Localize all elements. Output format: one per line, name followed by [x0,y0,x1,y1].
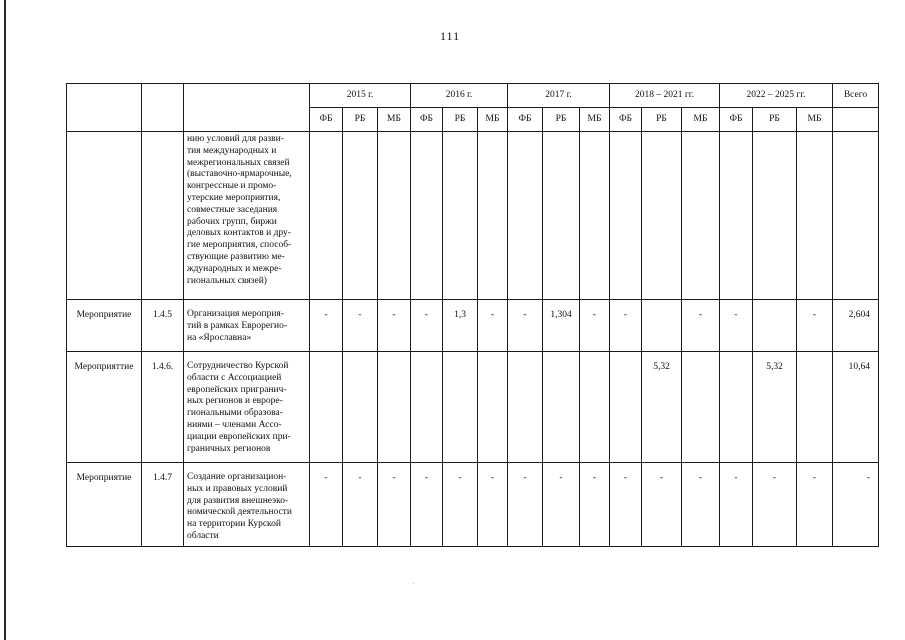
row-value [580,352,610,463]
header-period: 2017 г. [508,84,610,108]
row-value: 1,3 [443,300,478,352]
row-value [610,132,642,300]
budget-table-body [67,84,879,547]
row-description [184,132,310,300]
row-value: - [682,463,720,547]
row-description-line: граничных регионов [187,443,271,454]
row-description [184,463,310,547]
row-value [411,352,443,463]
row-description-line: Создание организацион- [187,472,287,482]
row-value [642,300,682,352]
row-value: - [343,463,378,547]
row-value: 5,32 [642,352,682,463]
row-value [343,352,378,463]
row-kind: Мероприятие [67,463,142,547]
row-value: 1,304 [543,300,580,352]
row-value: - [720,300,753,352]
header-fund: ФБ [610,108,642,132]
row-value [378,352,411,463]
row-value: - [411,300,443,352]
row-value: - [310,463,343,547]
row-value [543,132,580,300]
row-description-line: деловых контактов и дру- [187,228,291,239]
row-value [310,132,343,300]
row-value: - [580,463,610,547]
table-row [67,463,879,547]
row-value: - [580,300,610,352]
row-description-line: гие мероприятия, способ- [187,240,292,251]
row-value [682,352,720,463]
header-row-periods [67,84,879,108]
row-description-line: совместные заседания [187,204,278,215]
budget-table [66,83,879,547]
row-value [610,352,642,463]
row-description-line: европейских пригранич- [187,384,287,395]
row-value: - [797,300,833,352]
row-description-line: на «Ярославна» [187,332,252,343]
row-value: - [443,463,478,547]
row-kind [67,132,142,300]
row-value: - [343,300,378,352]
row-description-line: ниями – членами Ассо- [187,419,282,430]
header-period: 2018 – 2021 гг. [610,84,720,108]
row-value [343,132,378,300]
row-value: - [682,300,720,352]
header-fund: ФБ [411,108,443,132]
row-value: - [753,463,797,547]
header-period: 2022 – 2025 гг. [720,84,833,108]
row-description-line: гиональными образова- [187,408,283,419]
row-description-line: номической деятельности [187,507,292,518]
row-description-line: на территории Курской [187,519,282,530]
row-value [443,132,478,300]
page-number: 111 [440,29,461,43]
row-code: 1.4.5 [142,300,184,352]
row-description-line: рабочих групп, биржи [187,216,277,227]
header-fund: ФБ [720,108,753,132]
row-description-line: конгрессные и промо- [187,181,277,192]
header-total-blank [833,108,879,132]
row-value: - [797,463,833,547]
row-description-line: ных регионов и евроре- [187,396,283,407]
row-value [543,352,580,463]
row-value [682,132,720,300]
row-value [443,352,478,463]
row-description-line: Сотрудничество Курской [187,361,289,371]
row-description-line: нию условий для разви- [187,134,284,144]
row-value [478,352,508,463]
header-cell-description [184,84,310,132]
row-kind: Мероприятие [67,300,142,352]
row-description-line: ждународных и межре- [187,263,282,274]
row-description-line: (выставочно-ярмарочные, [187,169,292,180]
row-description-line: межрегиональных связей [187,157,290,168]
header-fund: МБ [797,108,833,132]
row-total: - [833,463,879,547]
row-value [642,132,682,300]
row-value [580,132,610,300]
row-value [720,352,753,463]
row-description-line: Организация мероприя- [187,309,284,319]
row-value: - [411,463,443,547]
row-value [797,132,833,300]
header-fund: РБ [343,108,378,132]
row-total: 10,64 [833,352,879,463]
row-value: - [378,300,411,352]
header-fund: МБ [378,108,411,132]
row-description-line: ствующие развитию ме- [187,251,285,262]
row-value: - [310,300,343,352]
row-description-line: ных и правовых условий [187,483,288,494]
header-cell-kind [67,84,142,132]
row-value [797,352,833,463]
row-value: - [610,463,642,547]
row-description-line: тий в рамках Еврорегио- [187,320,287,331]
scan-speck [413,583,414,584]
row-total [833,132,879,300]
row-value [753,300,797,352]
row-description-line: для развития внешнеэко- [187,495,289,506]
row-total: 2,604 [833,300,879,352]
row-value [378,132,411,300]
header-fund: РБ [443,108,478,132]
row-description-line: утерские мероприятия, [187,192,281,203]
row-description [184,352,310,463]
scan-edge [4,0,6,640]
table-row [67,300,879,352]
header-period: 2015 г. [310,84,411,108]
header-fund: РБ [642,108,682,132]
header-fund: РБ [543,108,580,132]
row-code [142,132,184,300]
row-value: - [478,463,508,547]
row-kind: Мероприяттие [67,352,142,463]
row-description-line: тия международных и [187,145,277,156]
row-value [508,132,543,300]
row-description-line: области [187,530,219,541]
header-fund: РБ [753,108,797,132]
row-value: - [508,300,543,352]
row-code: 1.4.7 [142,463,184,547]
row-value [478,132,508,300]
header-fund: МБ [682,108,720,132]
header-fund: МБ [478,108,508,132]
row-description-line: циации европейских при- [187,431,291,442]
table-row [67,132,879,300]
row-value: 5,32 [753,352,797,463]
row-value: - [720,463,753,547]
header-fund: ФБ [508,108,543,132]
row-value: - [378,463,411,547]
header-period: 2016 г. [411,84,508,108]
row-description-line: гиональных связей) [187,275,267,286]
row-value: - [610,300,642,352]
row-value [310,352,343,463]
row-value: - [478,300,508,352]
row-code: 1.4.6. [142,352,184,463]
table-row [67,352,879,463]
row-value [753,132,797,300]
row-value: - [642,463,682,547]
row-value [720,132,753,300]
header-cell-code [142,84,184,132]
row-description-line: области с Ассоциацией [187,372,282,383]
row-value: - [543,463,580,547]
row-description [184,300,310,352]
row-value [508,352,543,463]
header-fund: МБ [580,108,610,132]
header-fund: ФБ [310,108,343,132]
row-value [411,132,443,300]
row-value: - [508,463,543,547]
header-total: Всего [833,84,879,108]
